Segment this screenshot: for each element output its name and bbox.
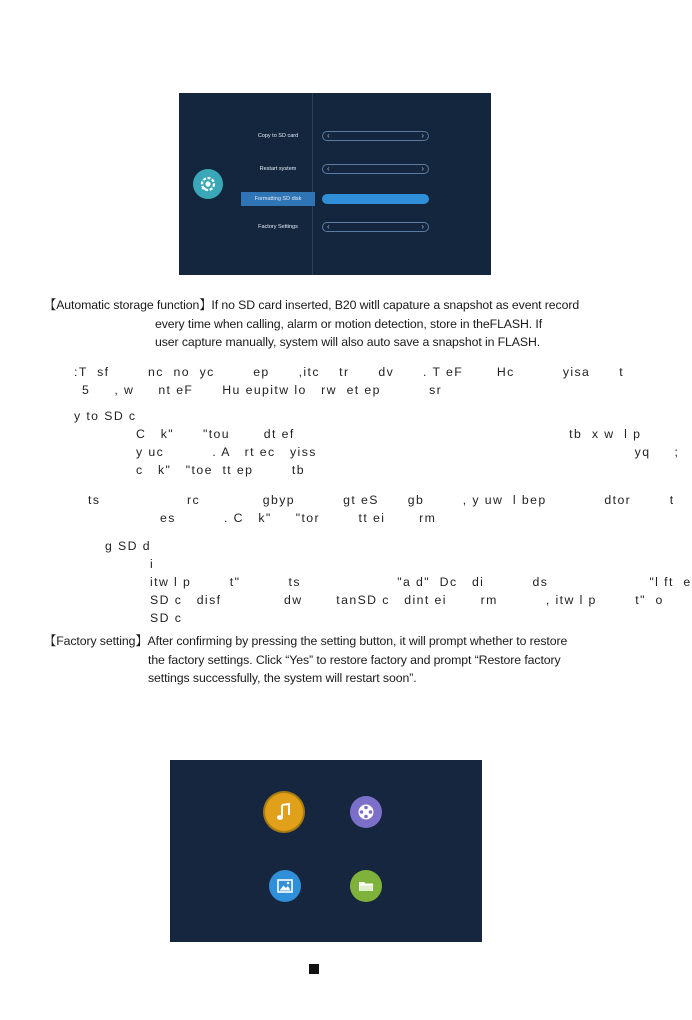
chevron-left-icon[interactable]: ‹ [327,164,330,173]
garbled-line: es . C k" "tor tt ei rm [160,511,437,525]
factory-setting-line3: settings successfully, the system will restart soon”. [148,671,417,685]
factory-setting-line1 [44,632,567,651]
auto-storage-text: If no SD card inserted, B20 witll capature a snapshot as event record [211,298,580,312]
formatting-sd-progress-bar [322,194,429,204]
auto-storage-line1 [44,296,579,315]
factory-setting-heading: 【Factory setting】 [44,634,148,648]
video-icon[interactable] [350,796,382,828]
page-marker [309,964,319,974]
restart-system-selector[interactable] [322,164,429,174]
auto-storage-line2: every time when calling, alarm or motion detection, store in theFLASH. If [155,317,543,331]
menu-item-restart-system[interactable]: Restart system [259,166,297,172]
garbled-line: 5 , w nt eF Hu eupitw lo rw et ep sr [82,383,443,397]
settings-screenshot [179,93,491,275]
garbled-line: y uc . A rt ec yiss yq ; [136,445,680,459]
chevron-right-icon[interactable]: › [421,131,424,140]
garbled-line: C k" "tou dt ef tb x w l p [136,427,642,441]
garbled-line: itw l p t" ts "a d" Dc di ds "l ft e [150,575,692,589]
garbled-line: SD c disf dw tanSD c dint ei rm , itw l p t" o [150,593,664,607]
picture-icon[interactable] [269,870,301,902]
factory-setting-line2: the factory settings. Click “Yes” to restore factory and prompt “Restore factory [148,653,561,667]
media-screenshot [170,760,482,942]
menu-divider [312,93,313,275]
chevron-right-icon[interactable]: › [421,164,424,173]
garbled-line: c k" "toe tt ep tb [136,463,305,477]
garbled-line: g SD d [105,539,151,553]
auto-storage-heading: 【Automatic storage function】 [44,298,212,312]
garbled-line: ts rc gbyp gt eS gb , y uw l bep dtor t [88,493,675,507]
chevron-left-icon[interactable]: ‹ [327,131,330,140]
menu-item-copy-to-sd-card[interactable]: Copy to SD card [257,133,299,139]
garbled-line: i [150,557,155,571]
folder-icon[interactable] [350,870,382,902]
menu-item-formatting-sd-disk[interactable]: Formatting SD disk [241,192,315,206]
auto-storage-line3: user capture manually, system will also auto save a snapshot in FLASH. [155,335,541,349]
garbled-line: y to SD c [74,409,137,423]
garbled-line: SD c [150,611,183,625]
gear-icon [193,169,223,199]
factory-setting-text: After confirming by pressing the setting button, it will prompt whether to restore [147,634,568,648]
menu-item-factory-settings[interactable]: Factory Settings [258,224,298,230]
garbled-line: :T sf nc no yc ep ,itc tr dv . T eF Hc yisa t [74,365,625,379]
chevron-right-icon[interactable]: › [421,222,424,231]
copy-to-sd-selector[interactable] [322,131,429,141]
music-icon[interactable] [265,793,303,831]
factory-settings-selector[interactable] [322,222,429,232]
chevron-left-icon[interactable]: ‹ [327,222,330,231]
